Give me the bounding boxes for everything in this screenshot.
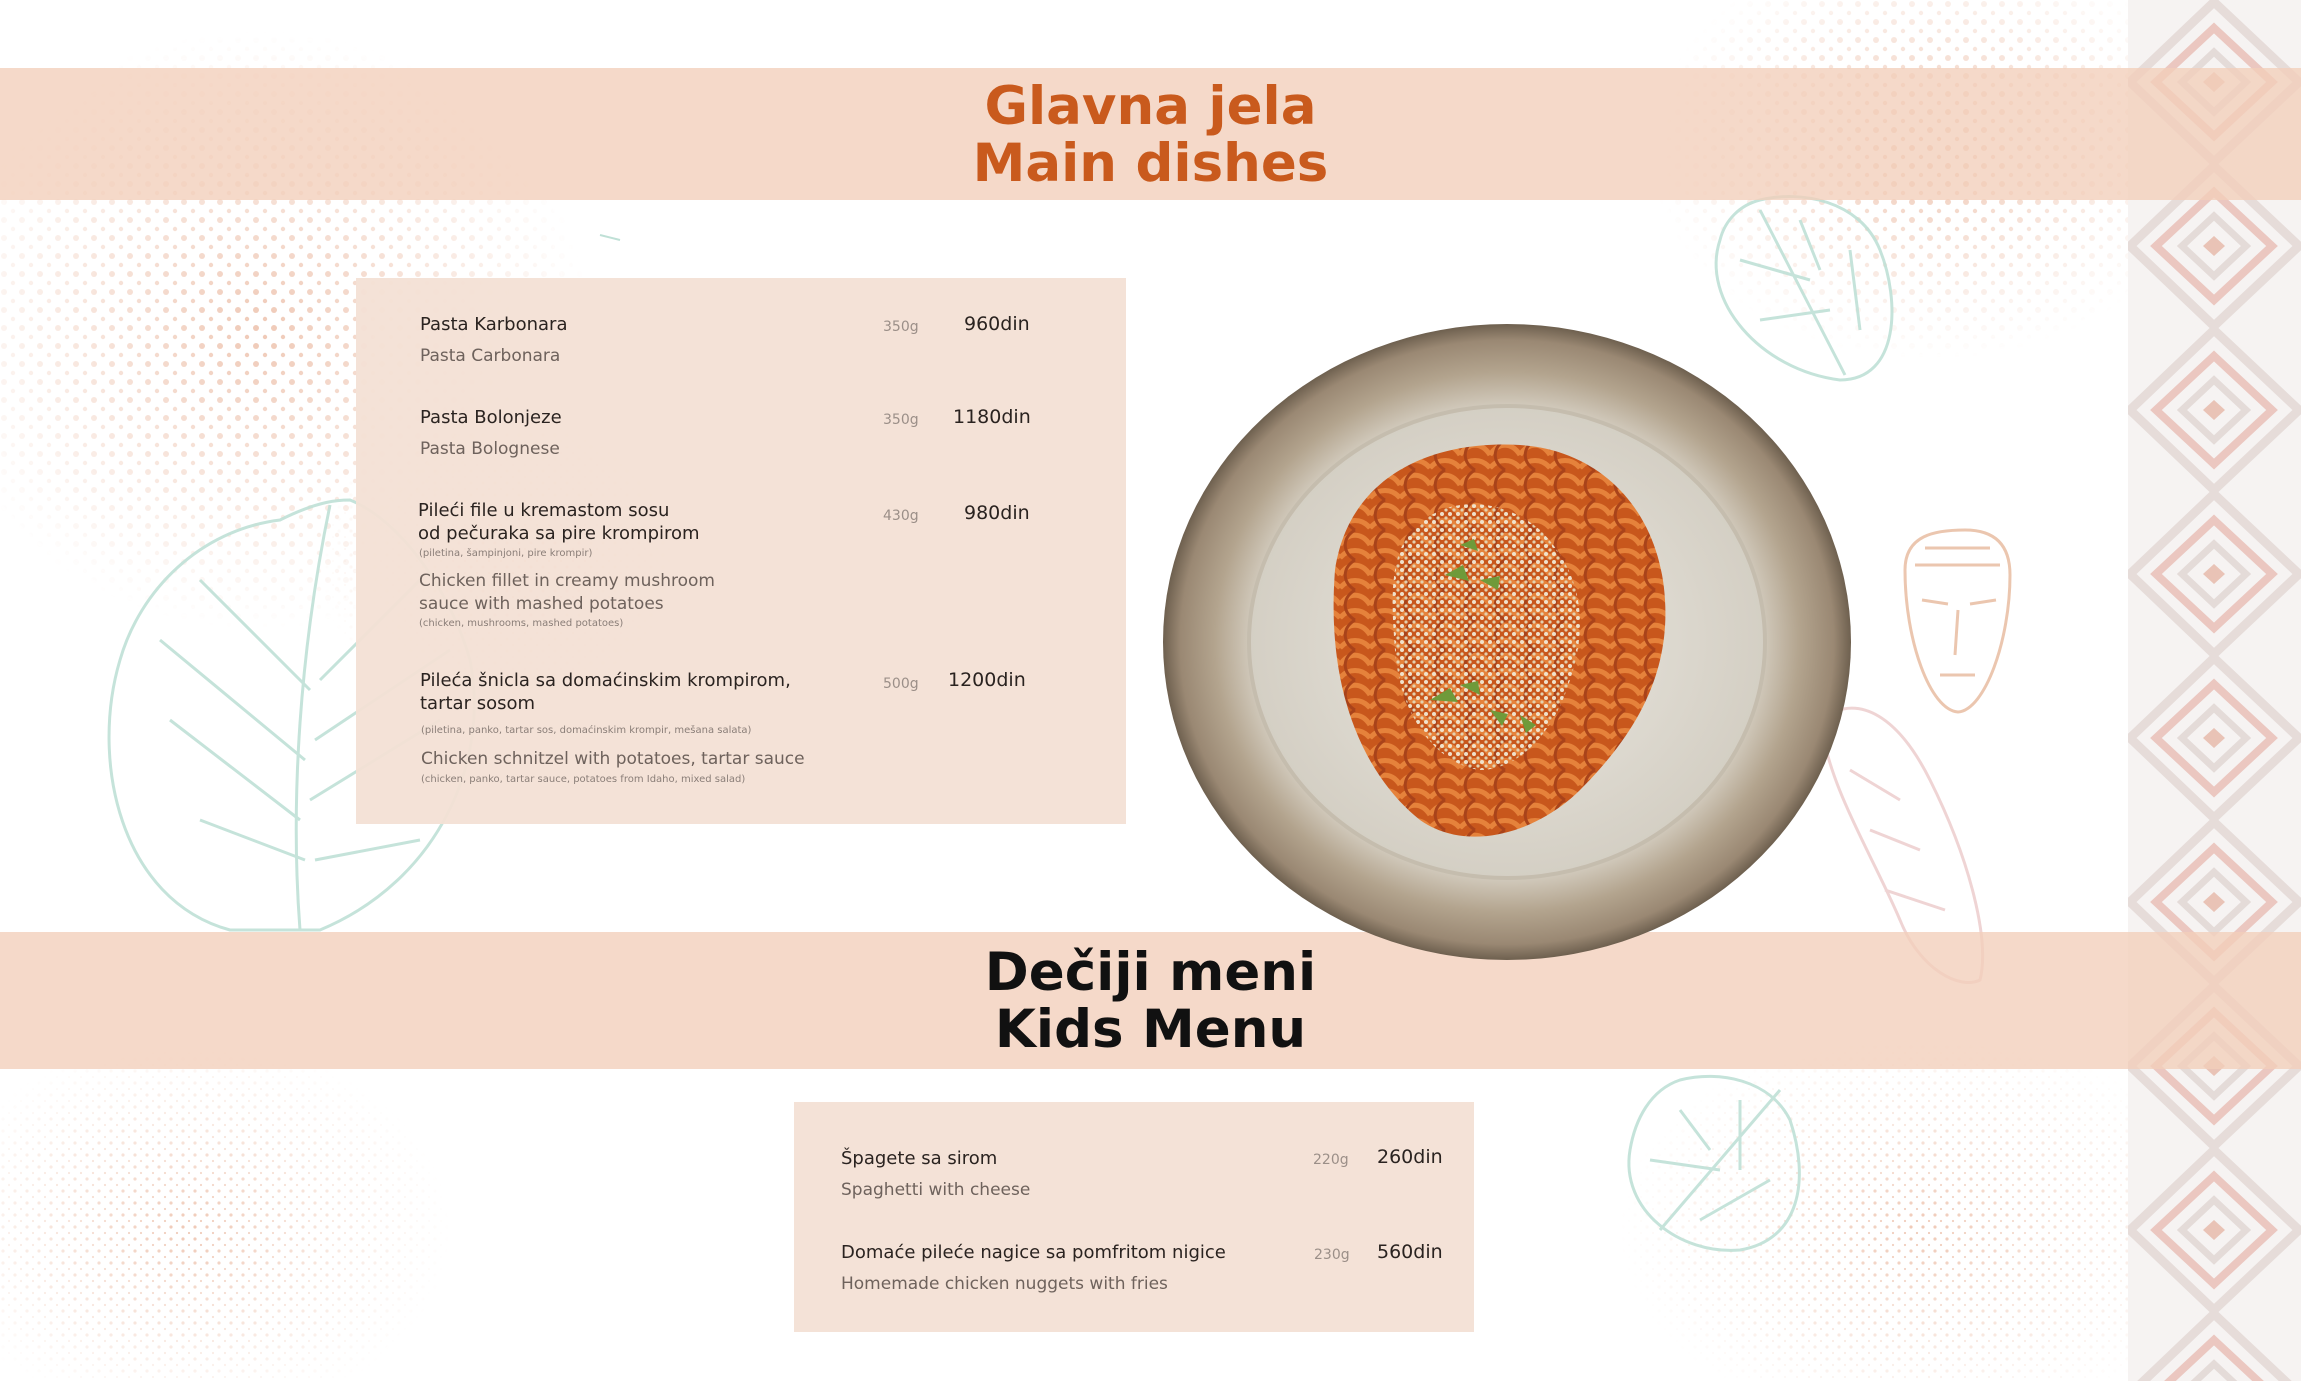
menu-item-name-line2: od pečuraka sa pire krompirom: [418, 523, 700, 544]
kids-item-english: Spaghetti with cheese: [841, 1180, 1031, 1200]
kids-item-weight: 230g: [1314, 1247, 1350, 1263]
kids-item-price: 560din: [1377, 1241, 1443, 1263]
menu-item-english: Pasta Carbonara: [420, 346, 561, 366]
menu-item-price: 1200din: [948, 669, 1026, 691]
menu-item-ingredients: (piletina, šampinjoni, pire krompir): [419, 548, 593, 559]
kids-menu-title: [0, 944, 2301, 1058]
kids-title-line2: Kids Menu: [994, 999, 1307, 1060]
menu-item-ingredients-english: (chicken, panko, tartar sauce, potatoes from Idaho, mixed salad): [421, 774, 746, 785]
tribal-mask-illustration: [1905, 530, 2010, 712]
menu-item-name: Pileća šnicla sa domaćinskim krompirom,: [420, 670, 791, 691]
kids-item-weight: 220g: [1313, 1152, 1349, 1168]
kids-item-name: Špagete sa sirom: [841, 1148, 998, 1169]
menu-item-weight: 500g: [883, 676, 919, 692]
menu-item-english: Chicken fillet in creamy mushroom: [419, 571, 715, 591]
menu-item-ingredients-english: (chicken, mushrooms, mashed potatoes): [419, 618, 624, 629]
menu-item-english: Chicken schnitzel with potatoes, tartar sauce: [421, 749, 805, 769]
kids-item-price: 260din: [1377, 1146, 1443, 1168]
main-dishes-title: [0, 78, 2301, 192]
menu-item-price: 980din: [964, 502, 1030, 524]
menu-item-name: Pasta Bolonjeze: [420, 407, 562, 428]
menu-item-english: Pasta Bolognese: [420, 439, 560, 459]
spaghetti-plate-image: [1160, 320, 1854, 964]
menu-item-weight: 350g: [883, 319, 919, 335]
kids-title-line1: Dečiji meni: [984, 942, 1317, 1003]
menu-item-weight: 430g: [883, 508, 919, 524]
kids-item-english: Homemade chicken nuggets with fries: [841, 1274, 1168, 1294]
diamond-pattern-stripe: [2128, 0, 2301, 1381]
main-title-line2: Main dishes: [972, 133, 1329, 194]
menu-item-price: 1180din: [953, 406, 1031, 428]
menu-item-english-line2: sauce with mashed potatoes: [419, 594, 664, 614]
menu-item-name: Pasta Karbonara: [420, 314, 568, 335]
kids-menu-card: [794, 1102, 1474, 1332]
small-leaf-illustration: [600, 235, 620, 240]
menu-item-ingredients: (piletina, panko, tartar sos, domaćinskim krompir, mešana salata): [421, 725, 752, 736]
main-title-line1: Glavna jela: [984, 76, 1317, 137]
menu-item-weight: 350g: [883, 412, 919, 428]
kids-item-name: Domaće pileće nagice sa pomfritom nigice: [841, 1242, 1226, 1263]
menu-item-name: Pileći file u kremastom sosu: [418, 500, 670, 521]
menu-item-name-line2: tartar sosom: [420, 693, 536, 714]
menu-item-price: 960din: [964, 313, 1030, 335]
